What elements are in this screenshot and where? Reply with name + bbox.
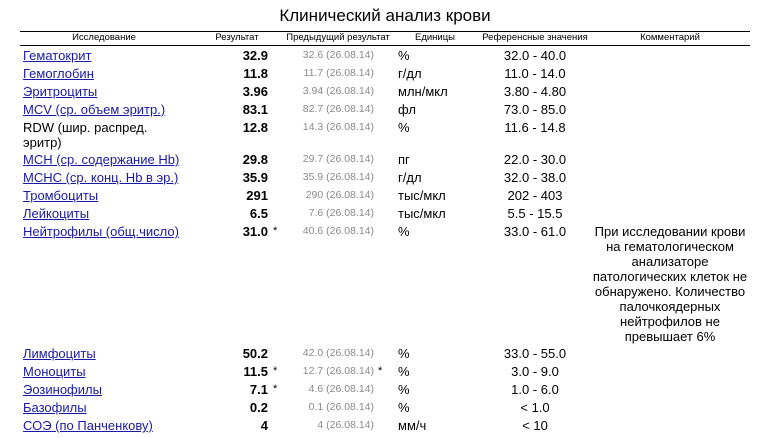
unit-value: % [398, 400, 410, 415]
header-previous: Предыдущий результат [286, 32, 390, 46]
previous-result: 35.9 (26.08.14) [302, 171, 374, 183]
previous-result: 32.6 (26.08.14) [302, 49, 374, 61]
comment-text [590, 186, 750, 204]
previous-result: 14.3 (26.08.14) [302, 121, 374, 133]
previous-result: 4 (26.08.14) [317, 419, 374, 431]
table-row [20, 222, 750, 344]
reference-range: 22.0 - 30.0 [503, 152, 567, 167]
comment-text [590, 46, 750, 65]
result-flag [272, 46, 286, 65]
test-name-link[interactable]: MCV (ср. объем эритр.) [23, 102, 166, 117]
result-value: 31.0 [242, 224, 268, 239]
reference-range: 11.6 - 14.8 [504, 120, 566, 135]
unit-value: млн/мкл [398, 84, 448, 99]
table-row [20, 204, 750, 222]
header-result: Результат [188, 32, 286, 46]
previous-result: 12.7 (26.08.14) [302, 365, 374, 377]
test-name-cell [20, 362, 188, 380]
previous-flag [376, 222, 390, 344]
previous-flag [376, 398, 390, 416]
previous-result: 29.7 (26.08.14) [302, 153, 374, 165]
result-value: 35.9 [242, 170, 268, 185]
result-value: 291 [246, 188, 268, 203]
test-name-link[interactable]: Гемоглобин [23, 66, 94, 81]
result-flag: * [273, 225, 278, 237]
comment-text: При исследовании крови на гематологическом анализаторе патологических клеток не обнаружено. Количество палочкоядерных нейтрофилов не превышает 6% [592, 224, 748, 344]
unit-value: % [398, 346, 410, 361]
test-name-cell [20, 46, 188, 65]
previous-result: 290 (26.08.14) [305, 189, 374, 201]
previous-flag [376, 344, 390, 362]
test-name-cell [20, 118, 188, 150]
test-name-link[interactable]: Эозинофилы [23, 382, 102, 397]
previous-flag [376, 46, 390, 65]
result-flag [272, 100, 286, 118]
result-flag [272, 398, 286, 416]
test-name-cell [20, 204, 188, 222]
unit-value: тыс/мкл [398, 188, 446, 203]
unit-value: фл [398, 102, 416, 117]
test-name-link[interactable]: Базофилы [23, 400, 87, 415]
results-table [20, 31, 750, 434]
reference-range: 33.0 - 61.0 [503, 224, 567, 239]
test-name-link[interactable]: MCH (ср. содержание Hb) [23, 152, 180, 167]
test-name-link[interactable]: Моноциты [23, 364, 86, 379]
result-flag [272, 204, 286, 222]
comment-text [590, 64, 750, 82]
comment-text [590, 82, 750, 100]
result-value: 4 [260, 418, 268, 433]
results-body [20, 46, 750, 435]
result-value: 83.1 [242, 102, 268, 117]
table-row [20, 416, 750, 434]
reference-range: 32.0 - 40.0 [503, 48, 567, 63]
test-name-cell [20, 380, 188, 398]
table-row [20, 46, 750, 65]
test-name-cell [20, 100, 188, 118]
reference-range: 3.80 - 4.80 [503, 84, 567, 99]
previous-flag [376, 168, 390, 186]
test-name-cell [20, 398, 188, 416]
unit-value: % [398, 224, 410, 239]
test-name-text: RDW (шир. распред. эритр) [23, 120, 148, 150]
previous-flag: * [378, 365, 383, 377]
test-name-link[interactable]: MCHC (ср. конц. Hb в эр.) [23, 170, 179, 185]
test-name-link[interactable]: Лейкоциты [23, 206, 90, 221]
test-name-link[interactable]: Эритроциты [23, 84, 98, 99]
previous-result: 0.1 (26.08.14) [308, 401, 374, 413]
previous-result: 3.94 (26.08.14) [302, 85, 374, 97]
result-flag [272, 118, 286, 150]
previous-flag [376, 150, 390, 168]
previous-result: 82.7 (26.08.14) [302, 103, 374, 115]
result-value: 3.96 [242, 84, 268, 99]
test-name-cell [20, 64, 188, 82]
test-name-cell [20, 416, 188, 434]
result-flag [272, 186, 286, 204]
result-flag [272, 416, 286, 434]
previous-flag [376, 100, 390, 118]
comment-text [590, 100, 750, 118]
test-name-cell [20, 344, 188, 362]
unit-value: пг [398, 152, 410, 167]
previous-flag [376, 118, 390, 150]
table-row [20, 150, 750, 168]
result-value: 50.2 [242, 346, 268, 361]
result-value: 6.5 [249, 206, 268, 221]
previous-flag [376, 380, 390, 398]
previous-flag [376, 82, 390, 100]
comment-text [590, 168, 750, 186]
previous-result: 7.6 (26.08.14) [308, 207, 374, 219]
reference-range: 11.0 - 14.0 [504, 66, 566, 81]
reference-range: 32.0 - 38.0 [503, 170, 567, 185]
unit-value: % [398, 364, 410, 379]
table-row [20, 344, 750, 362]
previous-result: 4.6 (26.08.14) [308, 383, 374, 395]
test-name-link[interactable]: Лимфоциты [23, 346, 96, 361]
reference-range: 202 - 403 [507, 188, 563, 203]
result-value: 32.9 [242, 48, 268, 63]
test-name-cell [20, 168, 188, 186]
test-name-link[interactable]: СОЭ (по Панченкову) [23, 418, 153, 433]
result-value: 11.8 [243, 66, 268, 81]
reference-range: 5.5 - 15.5 [507, 206, 563, 221]
test-name-cell [20, 186, 188, 204]
table-row [20, 362, 750, 380]
previous-result: 42.0 (26.08.14) [302, 347, 374, 359]
comment-text [590, 398, 750, 416]
comment-text [590, 204, 750, 222]
header-reference: Референсные значения [480, 32, 590, 46]
comment-text [590, 380, 750, 398]
test-name-cell [20, 82, 188, 100]
report-title: Клинический анализ крови [279, 6, 491, 25]
result-flag: * [273, 365, 278, 377]
previous-flag [376, 186, 390, 204]
unit-value: % [398, 48, 410, 63]
table-row [20, 82, 750, 100]
result-value: 29.8 [242, 152, 268, 167]
comment-text [590, 150, 750, 168]
previous-flag [376, 204, 390, 222]
unit-value: мм/ч [398, 418, 427, 433]
reference-range: 73.0 - 85.0 [503, 102, 567, 117]
header-comment: Комментарий [590, 32, 750, 46]
reference-range: 1.0 - 6.0 [511, 382, 559, 397]
result-value: 0.2 [249, 400, 268, 415]
table-row [20, 186, 750, 204]
reference-range: < 10 [522, 418, 548, 433]
previous-flag [376, 416, 390, 434]
reference-range: 33.0 - 55.0 [503, 346, 567, 361]
table-row [20, 118, 750, 150]
test-name-link[interactable]: Гематокрит [23, 48, 92, 63]
result-value: 12.8 [242, 120, 268, 135]
table-row [20, 380, 750, 398]
header-test: Исследование [20, 32, 188, 46]
table-row [20, 100, 750, 118]
previous-result: 11.7 (26.08.14) [303, 67, 374, 79]
unit-value: % [398, 382, 410, 397]
unit-value: % [398, 120, 410, 135]
table-row [20, 64, 750, 82]
result-flag [272, 168, 286, 186]
comment-text [590, 118, 750, 150]
comment-text [590, 344, 750, 362]
unit-value: г/дл [398, 66, 422, 81]
result-flag [272, 150, 286, 168]
result-value: 11.5 [243, 364, 268, 379]
comment-text [590, 362, 750, 380]
comment-text [590, 416, 750, 434]
result-flag [272, 64, 286, 82]
unit-value: тыс/мкл [398, 206, 446, 221]
table-row [20, 398, 750, 416]
previous-result: 40.6 (26.08.14) [302, 225, 374, 237]
reference-range: < 1.0 [520, 400, 550, 415]
test-name-cell [20, 222, 188, 344]
result-value: 7.1 [249, 382, 268, 397]
test-name-link[interactable]: Нейтрофилы (общ.число) [23, 224, 179, 239]
result-flag [272, 344, 286, 362]
test-name-cell [20, 150, 188, 168]
reference-range: 3.0 - 9.0 [511, 364, 559, 379]
previous-flag [376, 64, 390, 82]
table-row [20, 168, 750, 186]
table-header-row [20, 32, 750, 46]
unit-value: г/дл [398, 170, 422, 185]
result-flag [272, 82, 286, 100]
test-name-link[interactable]: Тромбоциты [23, 188, 99, 203]
result-flag: * [273, 383, 278, 395]
header-units: Единицы [390, 32, 480, 46]
